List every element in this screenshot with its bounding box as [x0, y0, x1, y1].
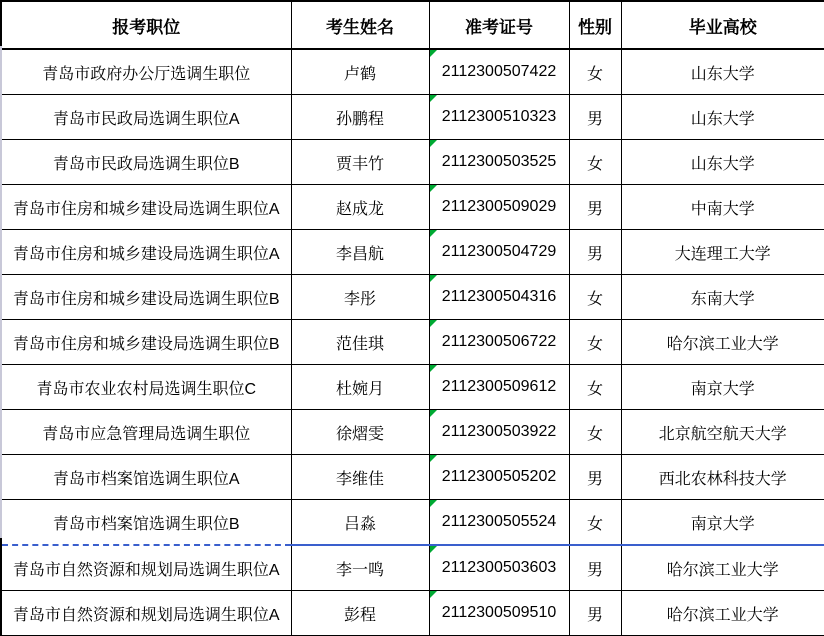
column-header-school: 毕业高校: [621, 1, 824, 49]
table-row[interactable]: [1, 185, 824, 230]
cell-gender[interactable]: 男: [569, 95, 621, 140]
cell-position[interactable]: 青岛市自然资源和规划局选调生职位A: [1, 591, 291, 636]
cell-position[interactable]: 青岛市民政局选调生职位B: [1, 140, 291, 185]
cell-school[interactable]: 中南大学: [621, 185, 824, 230]
cell-gender[interactable]: 男: [569, 591, 621, 636]
cell-gender[interactable]: 男: [569, 455, 621, 500]
column-header-position: 报考职位: [1, 1, 291, 49]
table-row[interactable]: [1, 230, 824, 275]
cell-school[interactable]: 哈尔滨工业大学: [621, 591, 824, 636]
cell-name[interactable]: 李一鸣: [291, 545, 429, 591]
cell-position[interactable]: 青岛市民政局选调生职位A: [1, 95, 291, 140]
cell-school[interactable]: 大连理工大学: [621, 230, 824, 275]
cell-ticket[interactable]: 2112300504316: [429, 275, 569, 320]
cell-position[interactable]: 青岛市应急管理局选调生职位: [1, 410, 291, 455]
cell-position[interactable]: 青岛市住房和城乡建设局选调生职位A: [1, 185, 291, 230]
table-header-row: [1, 1, 824, 49]
cell-name[interactable]: 孙鹏程: [291, 95, 429, 140]
cell-name[interactable]: 吕淼: [291, 500, 429, 546]
cell-name[interactable]: 贾丰竹: [291, 140, 429, 185]
table-row[interactable]: [1, 49, 824, 95]
table-row[interactable]: [1, 275, 824, 320]
column-header-ticket: 准考证号: [429, 1, 569, 49]
cell-ticket[interactable]: 2112300509510: [429, 591, 569, 636]
cell-name[interactable]: 徐熠雯: [291, 410, 429, 455]
table-row[interactable]: [1, 591, 824, 636]
cell-ticket[interactable]: 2112300506722: [429, 320, 569, 365]
cell-ticket[interactable]: 2112300503525: [429, 140, 569, 185]
table-row[interactable]: [1, 545, 824, 591]
cell-school[interactable]: 山东大学: [621, 95, 824, 140]
cell-name[interactable]: 李昌航: [291, 230, 429, 275]
cell-ticket[interactable]: 2112300505524: [429, 500, 569, 546]
cell-gender[interactable]: 女: [569, 49, 621, 95]
cell-ticket[interactable]: 2112300509029: [429, 185, 569, 230]
cell-name[interactable]: 杜婉月: [291, 365, 429, 410]
cell-name[interactable]: 李彤: [291, 275, 429, 320]
cell-school[interactable]: 南京大学: [621, 365, 824, 410]
cell-name[interactable]: 李维佳: [291, 455, 429, 500]
table-row[interactable]: [1, 410, 824, 455]
cell-gender[interactable]: 女: [569, 140, 621, 185]
cell-name[interactable]: 赵成龙: [291, 185, 429, 230]
table-row[interactable]: [1, 500, 824, 546]
cell-ticket[interactable]: 2112300503922: [429, 410, 569, 455]
table-row[interactable]: [1, 455, 824, 500]
cell-name[interactable]: 卢鹤: [291, 49, 429, 95]
cell-gender[interactable]: 女: [569, 275, 621, 320]
cell-ticket[interactable]: 2112300504729: [429, 230, 569, 275]
cell-position[interactable]: 青岛市住房和城乡建设局选调生职位A: [1, 230, 291, 275]
table-row[interactable]: [1, 95, 824, 140]
cell-position[interactable]: 青岛市政府办公厅选调生职位: [1, 49, 291, 95]
table-row[interactable]: [1, 320, 824, 365]
cell-school[interactable]: 哈尔滨工业大学: [621, 320, 824, 365]
column-header-name: 考生姓名: [291, 1, 429, 49]
cell-gender[interactable]: 男: [569, 545, 621, 591]
cell-name[interactable]: 范佳琪: [291, 320, 429, 365]
cell-gender[interactable]: 男: [569, 230, 621, 275]
cell-school[interactable]: 西北农林科技大学: [621, 455, 824, 500]
column-header-gender: 性别: [569, 1, 621, 49]
cell-school[interactable]: 山东大学: [621, 140, 824, 185]
cell-gender[interactable]: 女: [569, 410, 621, 455]
cell-ticket[interactable]: 2112300507422: [429, 49, 569, 95]
cell-position[interactable]: 青岛市农业农村局选调生职位C: [1, 365, 291, 410]
cell-school[interactable]: 哈尔滨工业大学: [621, 545, 824, 591]
cell-gender[interactable]: 女: [569, 365, 621, 410]
cell-ticket[interactable]: 2112300509612: [429, 365, 569, 410]
cell-school[interactable]: 山东大学: [621, 49, 824, 95]
cell-name[interactable]: 彭程: [291, 591, 429, 636]
table-row[interactable]: [1, 140, 824, 185]
cell-position[interactable]: 青岛市住房和城乡建设局选调生职位B: [1, 320, 291, 365]
table-body: [1, 49, 824, 636]
cell-ticket[interactable]: 2112300505202: [429, 455, 569, 500]
cell-school[interactable]: 东南大学: [621, 275, 824, 320]
cell-position[interactable]: 青岛市档案馆选调生职位B: [1, 500, 291, 546]
cell-gender[interactable]: 男: [569, 185, 621, 230]
cell-gender[interactable]: 女: [569, 320, 621, 365]
cell-ticket[interactable]: 2112300510323: [429, 95, 569, 140]
cell-position[interactable]: 青岛市档案馆选调生职位A: [1, 455, 291, 500]
cell-position[interactable]: 青岛市自然资源和规划局选调生职位A: [1, 545, 291, 591]
cell-gender[interactable]: 女: [569, 500, 621, 546]
cell-school[interactable]: 南京大学: [621, 500, 824, 546]
cell-ticket[interactable]: 2112300503603: [429, 545, 569, 591]
cell-school[interactable]: 北京航空航天大学: [621, 410, 824, 455]
selection-edge-marker: [0, 46, 2, 538]
table-row[interactable]: [1, 365, 824, 410]
cell-position[interactable]: 青岛市住房和城乡建设局选调生职位B: [1, 275, 291, 320]
